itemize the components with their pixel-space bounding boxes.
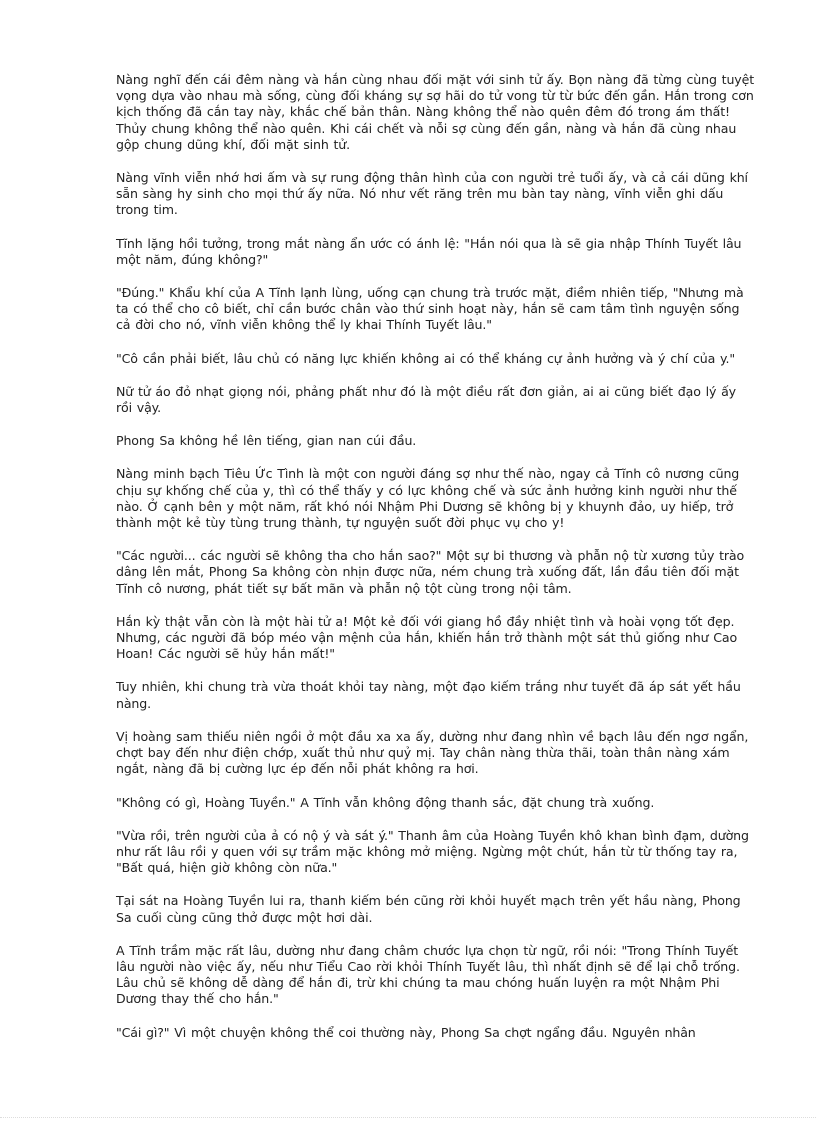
- paragraph: Tĩnh lặng hồi tưởng, trong mắt nàng ẩn ước có ánh lệ: "Hắn nói qua là sẽ gia nhập Thính Tuyết lâu một năm, đúng không?": [116, 235, 742, 267]
- paragraph: Hắn kỳ thật vẫn còn là một hài tử a! Một kẻ đối với giang hồ đầy nhiệt tình và hoài vọng tốt đẹp. Nhưng, các người đã bóp méo vận mệnh của hắn, khiến hắn trở thành một sát thủ giống như Cao Hoan! Các người sẽ hủy hắn mất!": [116, 613, 738, 662]
- page-bottom-rule: [0, 1117, 816, 1118]
- paragraph: "Đúng." Khẩu khí của A Tĩnh lạnh lùng, uống cạn chung trà trước mặt, điềm nhiên tiếp, "Nhưng mà ta có thể cho cô biết, chỉ cần bước chân vào thứ sinh hoạt này, hắn sẽ cam tâm tình nguyện sống cả đời cho nó, vĩnh viễn không thể ly khai Thính Tuyết lâu.": [116, 285, 744, 333]
- paragraph: Phong Sa không hề lên tiếng, gian nan cúi đầu.: [116, 433, 417, 449]
- paragraph: Tuy nhiên, khi chung trà vừa thoát khỏi tay nàng, một đạo kiếm trắng như tuyết đã áp sát yết hầu nàng.: [116, 679, 741, 711]
- paragraph: Nữ tử áo đỏ nhạt giọng nói, phảng phất như đó là một điều rất đơn giản, ai ai cũng biết đạo lý ấy rồi vậy.: [116, 383, 736, 416]
- paragraph: "Không có gì, Hoàng Tuyền." A Tĩnh vẫn không động thanh sắc, đặt chung trà xuống.: [116, 794, 655, 810]
- paragraph: "Cái gì?" Vì một chuyện không thể coi thường này, Phong Sa chợt ngẩng đầu. Nguyên nhân: [116, 1024, 696, 1040]
- paragraph: Tại sát na Hoàng Tuyền lui ra, thanh kiếm bén cũng rời khỏi huyết mạch trên yết hầu nàng, Phong Sa cuối cùng cũng thở được một hơi dài.: [116, 893, 741, 925]
- paragraph: Vị hoàng sam thiếu niên ngồi ở một đầu xa xa ấy, dường như đang nhìn về bạch lâu đến ngơ ngẩn, chợt bay đến như điện chớp, xuất thủ như quỷ mị. Tay chân nàng thừa thãi, toàn thân nàng xám ngắt, nàng đã bị cường lực ép đến nỗi phát không ra hơi.: [116, 728, 749, 777]
- paragraph: "Cô cần phải biết, lâu chủ có năng lực khiến không ai có thể kháng cự ảnh hưởng và ý chí của y.": [116, 350, 736, 366]
- paragraph: "Các người... các người sẽ không tha cho hắn sao?" Một sự bi thương và phẫn nộ từ xương tủy trào dâng lên mắt, Phong Sa không còn nhịn được nữa, ném chung trà xuống đất, lần đầu tiên đối mặt Tĩnh cô nương, phát tiết sự bất mãn và phẫn nộ tột cùng trong nội tâm.: [116, 548, 745, 596]
- paragraph: Nàng minh bạch Tiêu Ức Tình là một con người đáng sợ như thế nào, ngay cả Tĩnh cô nương cũng chịu sự khống chế của y, thì có thể thấy y có lực không chế và sức ảnh hưởng kinh người như thế nào. Ở cạnh bên y một năm, rất khó nói Nhậm Phi Dương sẽ không bị y khuynh đảo, uy hiếp, trở thành một kẻ tùy tùng trung thành, tự nguyện suốt đời phục vụ cho y!: [116, 466, 740, 531]
- paragraph: A Tĩnh trầm mặc rất lâu, dường như đang châm chước lựa chọn từ ngữ, rồi nói: "Trong Thính Tuyết lâu người nào việc ấy, nếu như Tiểu Cao rời khỏi Thính Tuyết lâu, thì nhất định sẽ để lại chỗ trống. Lâu chủ sẽ không dễ dàng để hắn đi, trừ khi chúng ta mau chóng huấn luyện ra một Nhậm Phi Dương thay thế cho hắn.": [116, 942, 740, 1007]
- paragraph: Nàng vĩnh viễn nhớ hơi ấm và sự rung động thân hình của con người trẻ tuổi ấy, và cả cái dũng khí sẵn sàng hy sinh cho mọi thứ ấy nữa. Nó như vết răng trên mu bàn tay nàng, vĩnh viễn ghi dấu trong tim.: [116, 170, 748, 218]
- paragraph: "Vừa rồi, trên người của ả có nộ ý và sát ý." Thanh âm của Hoàng Tuyền khô khan bình đạm, dường như rất lâu rồi y quen với sự trầm mặc không mở miệng. Ngừng một chút, hắn từ từ thống tay ra, "Bất quá, hiện giờ không còn nữa.": [116, 827, 749, 876]
- paragraph: Nàng nghĩ đến cái đêm nàng và hắn cùng nhau đối mặt với sinh tử ấy. Bọn nàng đã từng cùng tuyệt vọng dựa vào nhau mà sống, cùng đối kháng sự sợ hãi do tử vong từ từ bức đến gần. Hắn trong cơn kịch thống đã cắn tay này, khắc chế bản thân. Nàng không thể nào quên đêm đó trong ám thất! Thủy chung không thể nào quên. Khi cái chết và nỗi sợ cùng đến gần, nàng và hắn đã cùng nhau gộp chung dũng khí, đối mặt sinh tử.: [116, 72, 754, 152]
- document-body: [116, 72, 756, 1041]
